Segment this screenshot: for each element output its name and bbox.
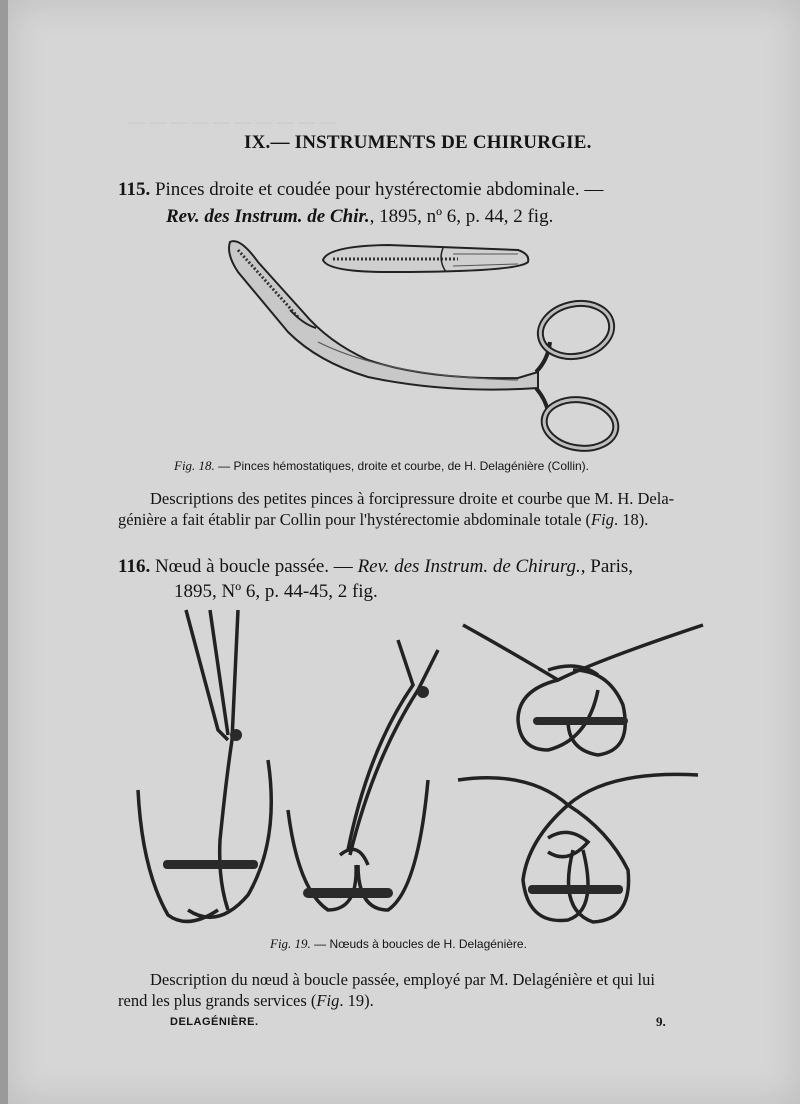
knot-illustration [128, 610, 728, 930]
section-heading: IX.— INSTRUMENTS DE CHIRURGIE. [244, 132, 592, 153]
entry-number: 116. [118, 556, 151, 577]
figure-reference: Fig [591, 510, 614, 529]
document-page [8, 0, 800, 1104]
bleed-through: — — — — — — — — — — [128, 112, 337, 131]
description-116-line2 [118, 991, 374, 1011]
entry-details: , Paris, [580, 556, 634, 577]
scan-edge [0, 0, 8, 1104]
curved-forceps [229, 241, 619, 453]
entry-details: , 1895, nº 6, p. 44, 2 fig. [369, 206, 554, 227]
entry-title: Pinces droite et coudée pour hystérectomie abdominale. — [154, 179, 604, 200]
forceps-illustration [218, 232, 638, 457]
figure-reference: Fig [316, 991, 340, 1010]
entry-source: Rev. des Instrum. de Chirurg. [357, 556, 581, 577]
entry-source: Rev. des Instrum. de Chir. [166, 206, 370, 227]
description-116-line1: Description du nœud à boucle passée, employé par M. Delagénière et qui lui [150, 970, 655, 989]
description-text-end: . 19). [339, 991, 374, 1010]
entry-title: Nœud à boucle passée. — [154, 556, 353, 577]
entry-details-line2: 1895, Nº 6, p. 44-45, 2 fig. [174, 581, 378, 602]
entry-115-title-line2 [166, 203, 553, 231]
description-115-line1: Descriptions des petites pinces à forcipressure droite et courbe que M. H. Dela- [150, 489, 675, 508]
figure-label: Fig. 19. [270, 936, 311, 951]
entry-116-title-line2 [174, 578, 378, 606]
page-number: 9. [656, 1014, 666, 1029]
figure-caption-text: — Nœuds à boucles de H. Delagénière. [314, 937, 527, 951]
figure-18-caption [174, 458, 589, 474]
footer-signature: DELAGÉNIÈRE. [170, 1016, 259, 1028]
description-text-end: . 18). [613, 510, 649, 529]
figure-label: Fig. 18. [174, 458, 215, 473]
straight-forceps [323, 245, 528, 272]
figure-19-caption [270, 936, 527, 952]
description-text: génière a fait établir par Collin pour l'hystérectomie abdominale totale ( [118, 510, 592, 529]
figure-caption-text: — Pinces hémostatiques, droite et courbe, de H. Delagénière (Collin). [218, 459, 590, 473]
description-115-line2 [118, 510, 648, 530]
entry-116-title-line1 [118, 553, 633, 581]
description-text: rend les plus grands services ( [118, 991, 317, 1010]
entry-115-title-line1 [118, 176, 603, 204]
entry-number: 115. [118, 179, 151, 200]
